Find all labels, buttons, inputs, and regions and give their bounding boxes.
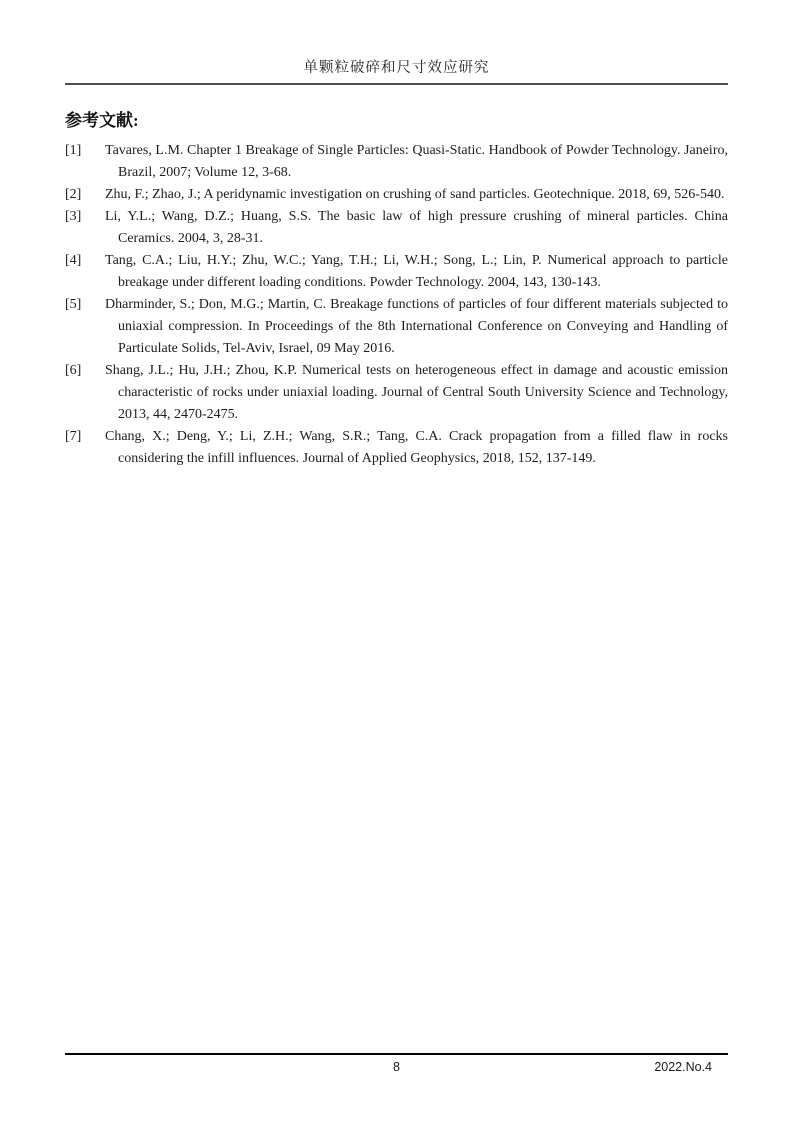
reference-text: Dharminder, S.; Don, M.G.; Martin, C. Breakage functions of particles of four different materials subjected to uniaxial compression. In Proceedings of the 8th International Conference on Conveying and Handling of Particulate Solids, Tel-Aviv, Israel, 09 May 2016. (105, 297, 728, 356)
issue-label: 2022.No.4 (654, 1060, 712, 1074)
reference-number: [7] (65, 429, 82, 444)
reference-number: [6] (65, 363, 82, 378)
references-section (65, 110, 728, 470)
reference-list (65, 140, 728, 470)
reference-item (65, 140, 728, 184)
reference-item (65, 360, 728, 426)
header-rule (65, 83, 728, 85)
reference-number: [3] (65, 209, 82, 224)
reference-number: [4] (65, 253, 82, 268)
running-head-title: 单颗粒破碎和尺寸效应研究 (303, 60, 490, 76)
reference-text: Tavares, L.M. Chapter 1 Breakage of Single Particles: Quasi-Static. Handbook of Powder Technology. Janeiro, Brazil, 2007; Volume 12, 3-68. (105, 143, 728, 180)
reference-item (65, 426, 728, 470)
reference-text: Chang, X.; Deng, Y.; Li, Z.H.; Wang, S.R.; Tang, C.A. Crack propagation from a filled flaw in rocks considering the infill influences. Journal of Applied Geophysics, 2018, 152, 137-149. (105, 429, 728, 466)
footer-rule (65, 1053, 728, 1055)
reference-number: [1] (65, 143, 82, 158)
page-number: 8 (393, 1060, 400, 1074)
references-heading: 参考文献: (65, 111, 139, 130)
reference-text: Tang, C.A.; Liu, H.Y.; Zhu, W.C.; Yang, T.H.; Li, W.H.; Song, L.; Lin, P. Numerical approach to particle breakage under different loading conditions. Powder Technology. 2004, 143, 130-143. (105, 253, 728, 290)
reference-item (65, 206, 728, 250)
reference-text: Shang, J.L.; Hu, J.H.; Zhou, K.P. Numerical tests on heterogeneous effect in damage and acoustic emission characteristic of rocks under uniaxial loading. Journal of Central South University Science and Technology, 2013, 44, 2470-2475. (105, 363, 728, 422)
reference-item (65, 294, 728, 360)
reference-item (65, 184, 728, 206)
reference-text: Li, Y.L.; Wang, D.Z.; Huang, S.S. The basic law of high pressure crushing of mineral particles. China Ceramics. 2004, 3, 28-31. (105, 209, 728, 246)
reference-number: [5] (65, 297, 82, 312)
reference-text: Zhu, F.; Zhao, J.; A peridynamic investigation on crushing of sand particles. Geotechnique. 2018, 69, 526-540. (105, 187, 725, 202)
reference-item (65, 250, 728, 294)
reference-number: [2] (65, 187, 82, 202)
